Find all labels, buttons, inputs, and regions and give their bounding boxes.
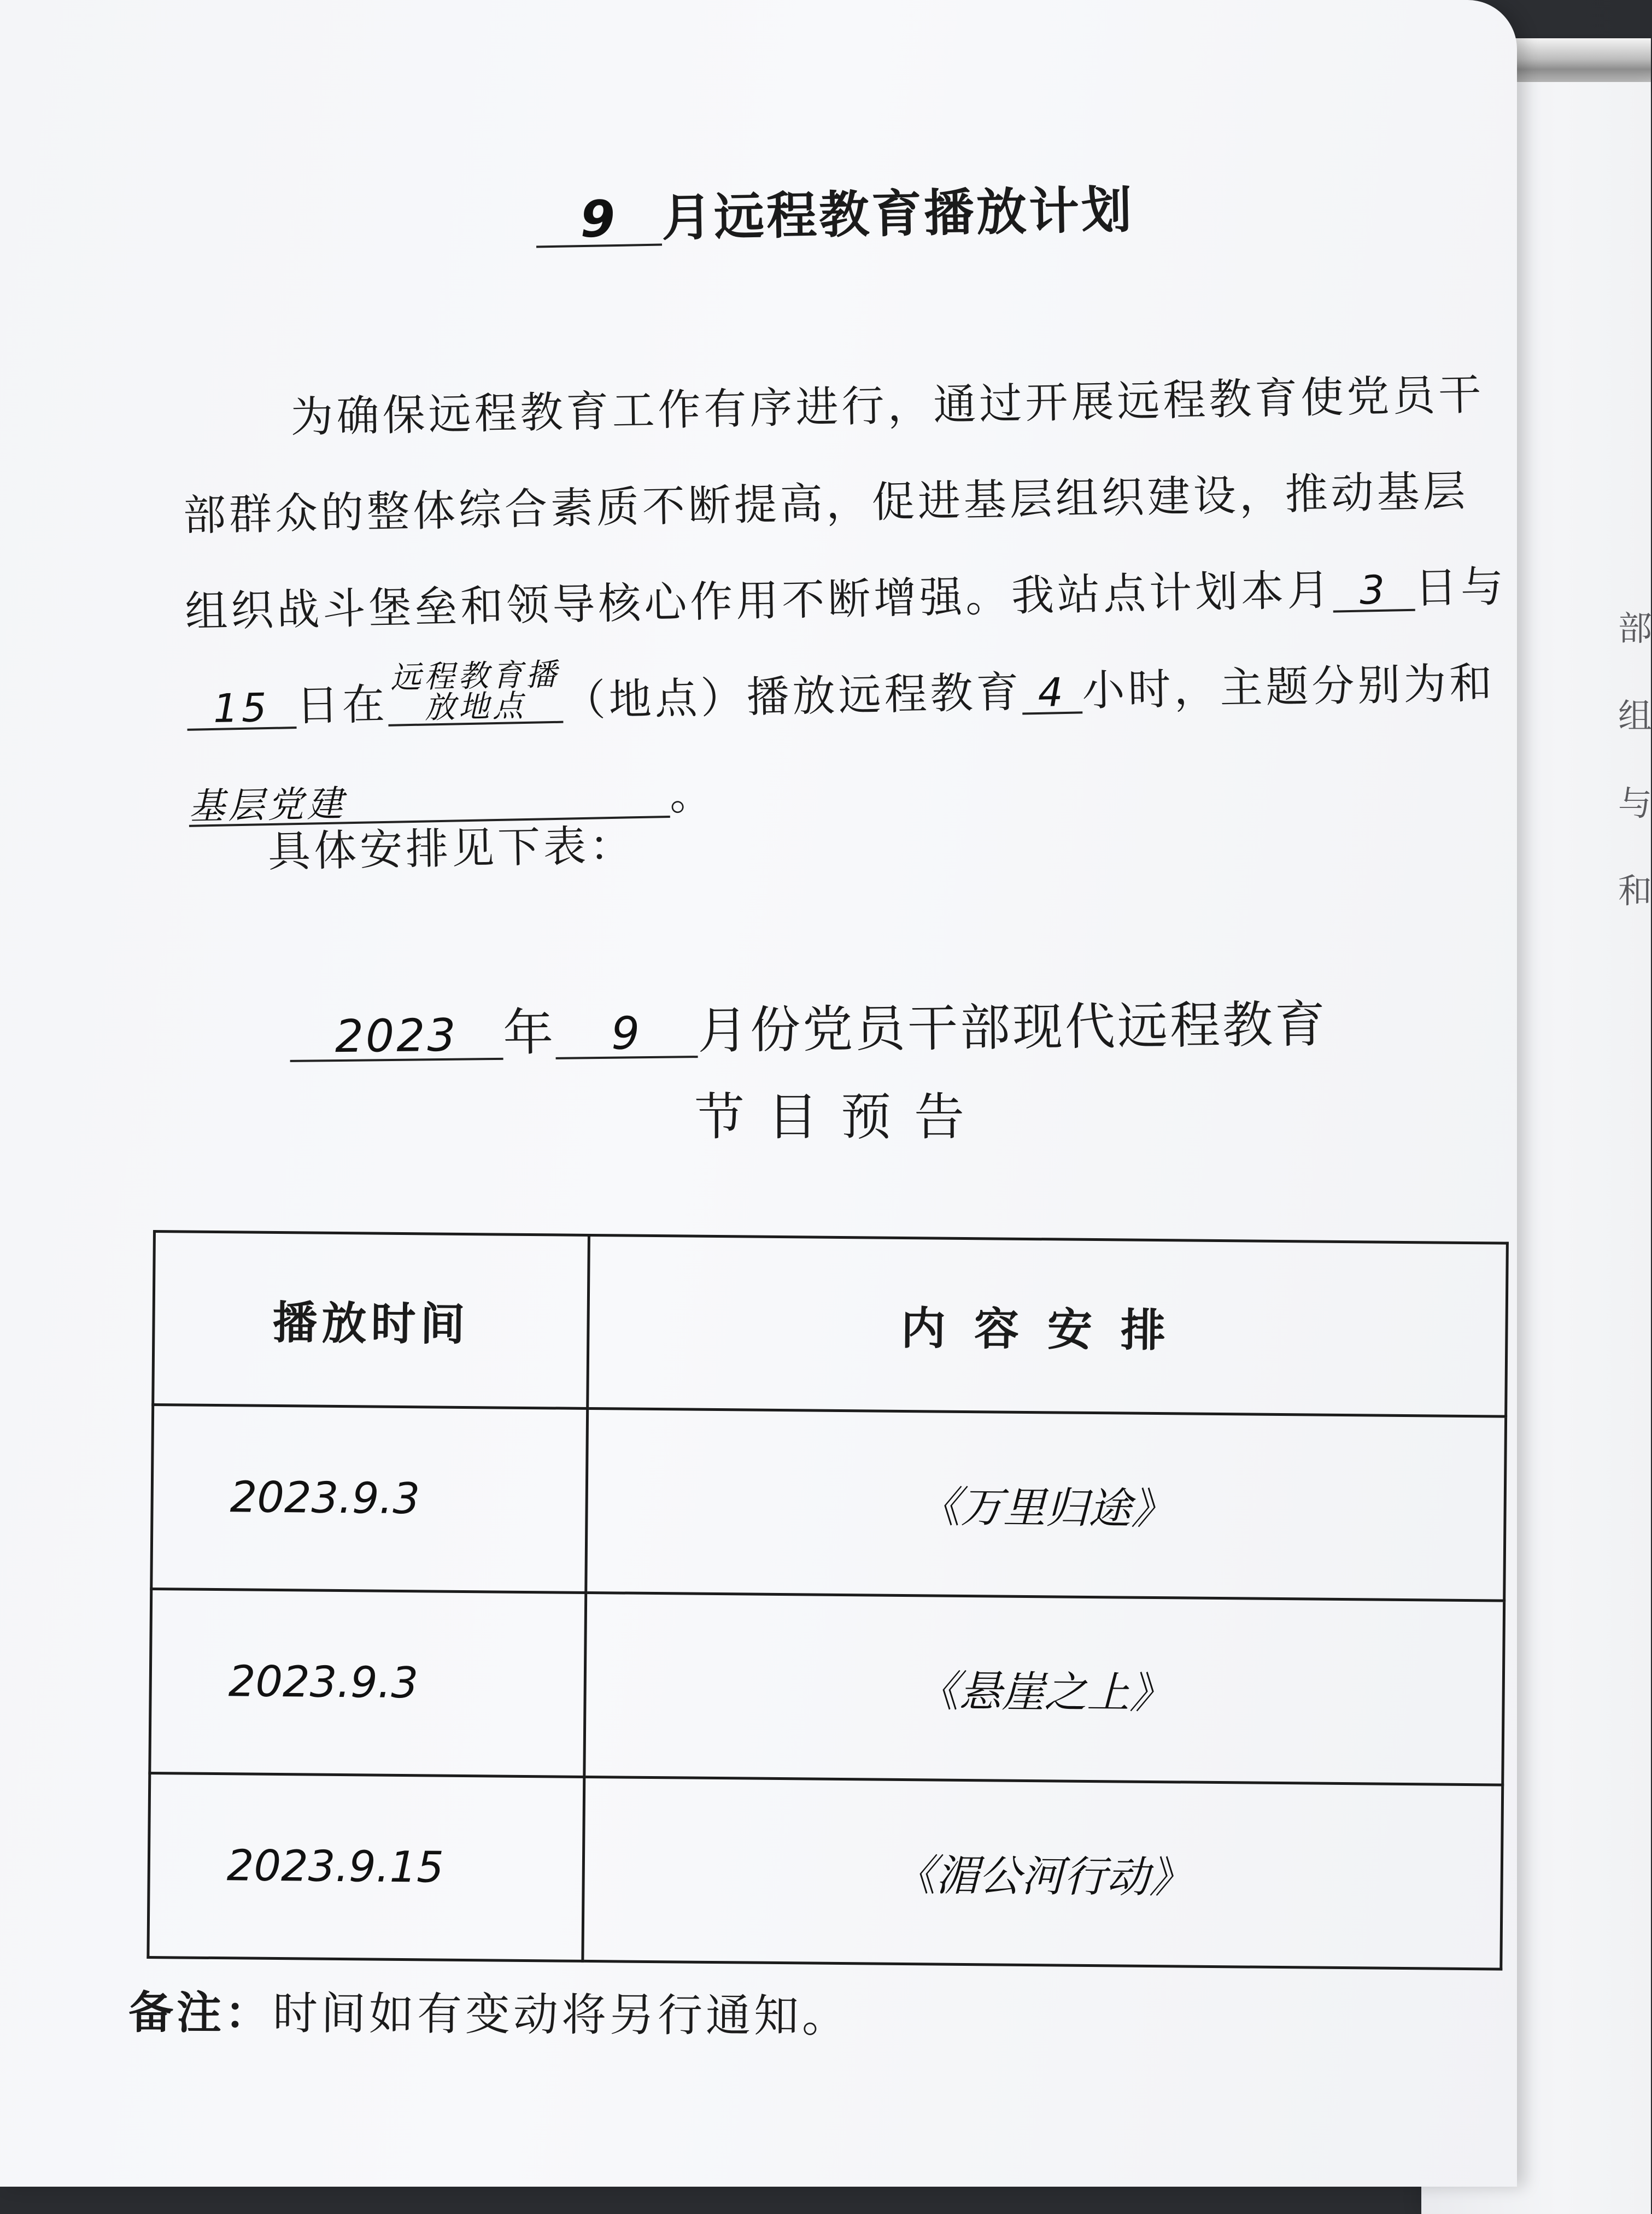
side-char: 组 — [1618, 696, 1652, 736]
place-blank: 远程教育播放地点 — [387, 660, 563, 727]
year-label: 年 — [502, 1003, 556, 1062]
schedule-intro: 具体安排见下表： — [267, 821, 636, 877]
intro-text: 日与 — [1414, 562, 1507, 613]
header-content: 内容安排 — [588, 1235, 1508, 1416]
table-header-row — [153, 1232, 1508, 1417]
intro-text: 日在 — [295, 680, 389, 731]
intro-text: 。 — [669, 770, 716, 820]
day1-blank: 3 — [1332, 570, 1415, 613]
intro-paragraph — [180, 347, 1512, 853]
row-content: 《悬崖之上》 — [584, 1592, 1504, 1785]
row-content: 《湄公河行动》 — [583, 1777, 1503, 1969]
header-play-time: 播放时间 — [153, 1232, 589, 1409]
topic-blank: 基层党建 — [189, 780, 670, 827]
row-date: 2023.9.15 — [148, 1773, 584, 1961]
program-subtitle: 节目预告 — [694, 1088, 988, 1146]
schedule-table — [147, 1230, 1509, 1971]
row-date: 2023.9.3 — [150, 1589, 586, 1777]
remark — [128, 1977, 851, 2045]
side-char: 与 — [1618, 783, 1652, 823]
row-content: 《万里归途》 — [586, 1408, 1506, 1601]
title-month-blank: 9 — [535, 194, 662, 248]
side-char: 部 — [1618, 608, 1652, 648]
row-date: 2023.9.3 — [151, 1405, 588, 1593]
table-row — [150, 1589, 1504, 1785]
month-blank: 9 — [555, 1011, 698, 1059]
side-char: 和 — [1618, 871, 1652, 911]
year-blank: 2023 — [290, 1013, 503, 1062]
remark-text: 时间如有变动将另行通知。 — [272, 1987, 851, 2043]
document-title — [535, 169, 1134, 252]
table-row — [151, 1405, 1506, 1601]
hours-blank: 4 — [1022, 672, 1082, 714]
title-text: 月远程教育播放计划 — [661, 180, 1134, 248]
program-title — [289, 984, 1327, 1067]
day2-blank: 15 — [186, 687, 296, 731]
table-row — [148, 1773, 1503, 1969]
intro-text: 小时，主题分别为和 — [1081, 658, 1496, 716]
intro-text: （地点）播放远程教育 — [562, 667, 1023, 726]
intro-text: 为确保远程教育工作有序进行，通过开展远程教育使党员干部群众的整体综合素质不断提高，促进基层组织建设，推动基层组织战斗堡垒和领导核心作用不断增强。我站点计划本月 — [183, 370, 1485, 637]
program-title-text: 月份党员干部现代远程教育 — [697, 995, 1328, 1061]
remark-label: 备注： — [128, 1987, 273, 2040]
